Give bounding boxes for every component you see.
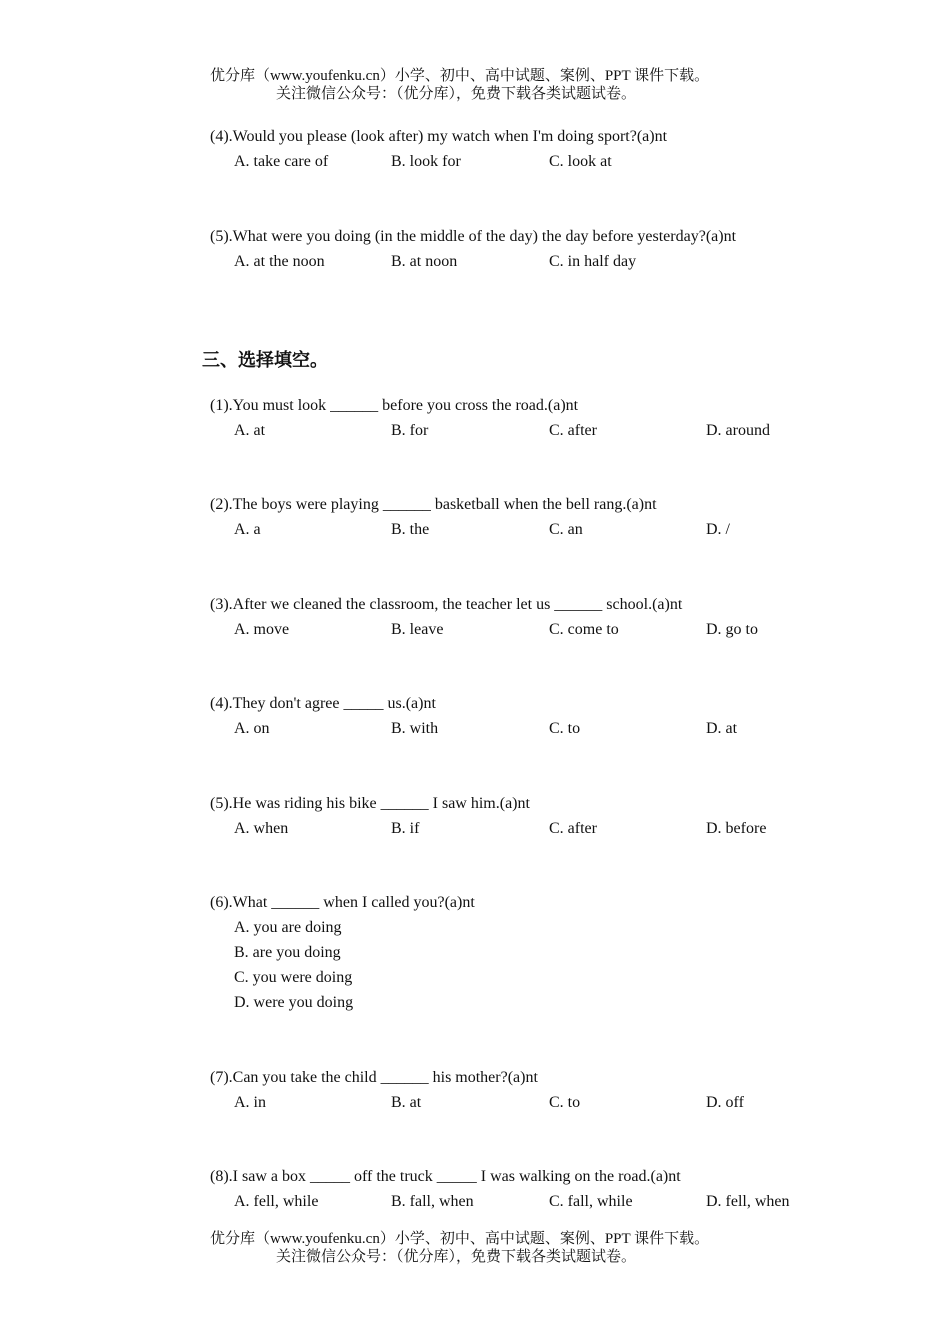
option-row (234, 421, 910, 446)
option-c: C. to (549, 720, 581, 737)
option-b: B. the (391, 521, 430, 538)
option-row (234, 252, 910, 277)
option-a: A. at (234, 422, 266, 439)
option-d: D. before (706, 820, 767, 837)
option-a: A. you are doing (234, 919, 342, 936)
footer-line-2: 关注微信公众号：（优分库），免费下载各类试题试卷。 (276, 1249, 637, 1265)
question-stem: (2).The boys were playing ______ basketball when the bell rang.(a)nt (210, 496, 657, 513)
option-c: C. look at (549, 153, 612, 170)
header-line-1: 优分库（www.youfenku.cn）小学、初中、高中试题、案例、PPT 课件下载。 (210, 68, 710, 84)
option-d: D. around (706, 422, 770, 439)
option-b: B. are you doing (234, 944, 341, 961)
option-b: B. with (391, 720, 439, 737)
option-row (234, 1093, 910, 1118)
question-3-3 (210, 595, 910, 645)
question-3-8 (210, 1167, 910, 1217)
question-3-7 (210, 1068, 910, 1118)
option-a: A. take care of (234, 153, 329, 170)
option-c: C. an (549, 521, 583, 538)
option-c: C. you were doing (234, 969, 353, 986)
footer-line-1: 优分库（www.youfenku.cn）小学、初中、高中试题、案例、PPT 课件下载。 (210, 1231, 710, 1247)
question-p2-5 (210, 227, 910, 277)
option-row (234, 719, 910, 744)
option-d: D. / (706, 521, 730, 538)
option-b: B. for (391, 422, 429, 439)
option-row (234, 520, 910, 545)
option-a: A. fell, while (234, 1193, 319, 1210)
option-b: B. if (391, 820, 420, 837)
question-stem: (4).They don't agree _____ us.(a)nt (210, 695, 436, 712)
option-a: A. in (234, 1094, 266, 1111)
option-c: C. come to (549, 621, 619, 638)
question-3-1 (210, 396, 910, 446)
option-a: A. at the noon (234, 253, 325, 270)
option-a: A. move (234, 621, 290, 638)
option-row (234, 620, 910, 645)
option-a: A. on (234, 720, 270, 737)
option-d: D. were you doing (234, 994, 354, 1011)
option-b: B. fall, when (391, 1193, 474, 1210)
option-row (234, 152, 910, 177)
question-stem: (1).You must look ______ before you cross the road.(a)nt (210, 397, 579, 414)
question-stem: (7).Can you take the child ______ his mother?(a)nt (210, 1069, 538, 1086)
question-p2-4 (210, 127, 910, 177)
option-b: B. look for (391, 153, 461, 170)
option-list (234, 918, 910, 1018)
option-d: D. fell, when (706, 1193, 790, 1210)
question-3-2 (210, 495, 910, 545)
option-c: C. after (549, 820, 597, 837)
header-line-2: 关注微信公众号：（优分库），免费下载各类试题试卷。 (276, 86, 637, 102)
option-d: D. go to (706, 621, 758, 638)
question-stem: (4).Would you please (look after) my watch when I'm doing sport?(a)nt (210, 128, 668, 145)
question-3-6 (210, 893, 910, 1018)
question-stem: (5).He was riding his bike ______ I saw him.(a)nt (210, 795, 530, 812)
option-c: C. to (549, 1094, 581, 1111)
question-stem: (6).What ______ when I called you?(a)nt (210, 894, 475, 911)
option-b: B. at (391, 1094, 422, 1111)
option-a: A. a (234, 521, 261, 538)
option-d: D. at (706, 720, 738, 737)
option-c: C. after (549, 422, 597, 439)
question-stem: (3).After we cleaned the classroom, the teacher let us ______ school.(a)nt (210, 596, 683, 613)
question-3-4 (210, 694, 910, 744)
question-stem: (8).I saw a box _____ off the truck _____ I was walking on the road.(a)nt (210, 1168, 681, 1185)
option-row (234, 1192, 910, 1217)
option-c: C. fall, while (549, 1193, 633, 1210)
option-b: B. at noon (391, 253, 458, 270)
section-title: 三、选择填空。 (202, 350, 328, 370)
option-row (234, 819, 910, 844)
question-stem: (5).What were you doing (in the middle of the day) the day before yesterday?(a)nt (210, 228, 737, 245)
option-a: A. when (234, 820, 289, 837)
option-c: C. in half day (549, 253, 637, 270)
option-b: B. leave (391, 621, 444, 638)
question-3-5 (210, 794, 910, 844)
option-d: D. off (706, 1094, 744, 1111)
